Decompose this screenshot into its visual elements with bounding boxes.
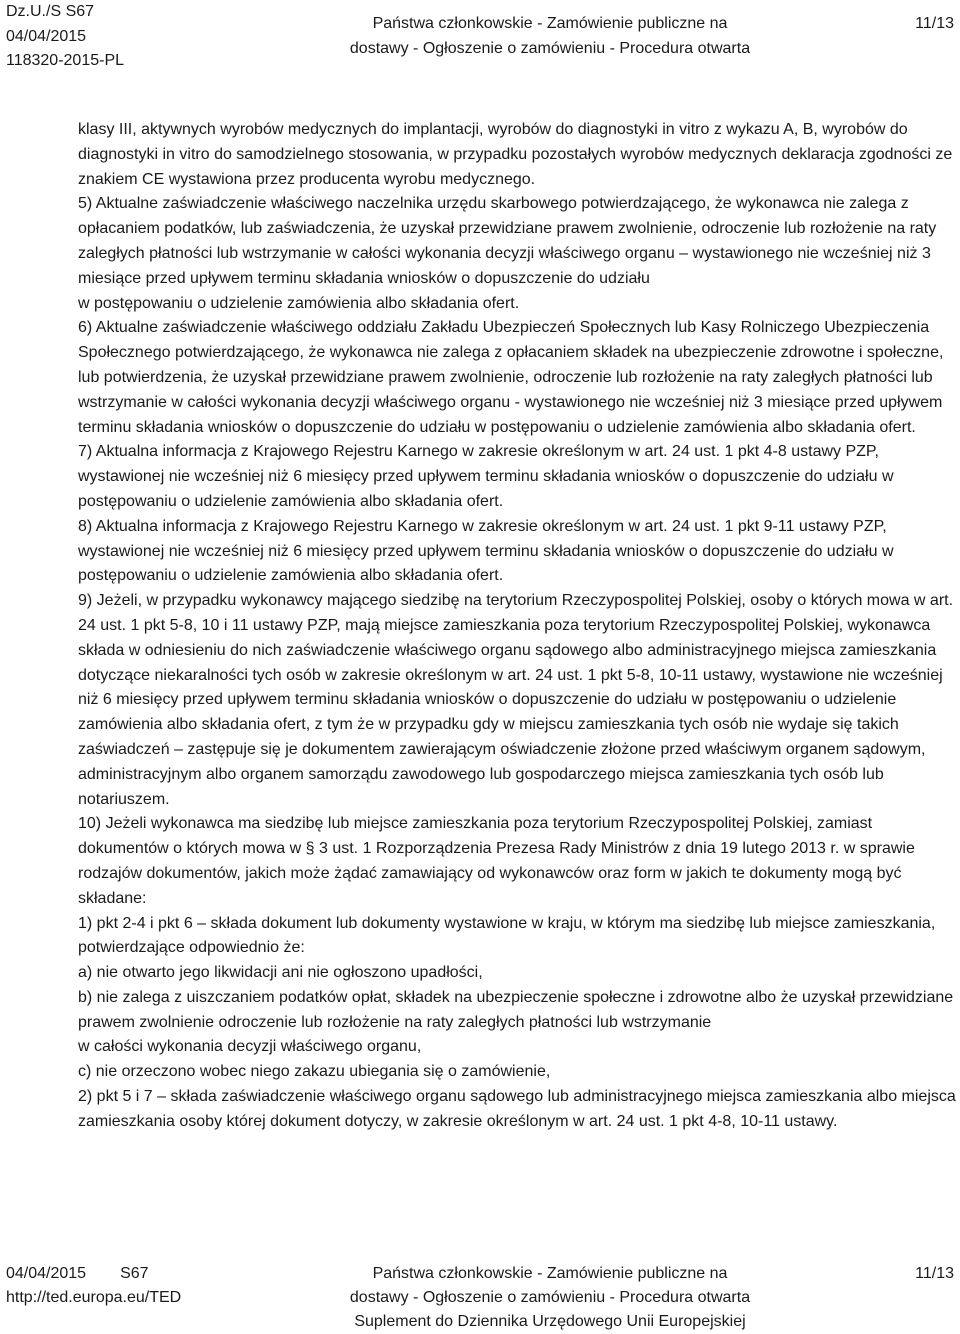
footer-title-line3: Suplement do Dziennika Urzędowego Unii Europejskiej: [354, 1313, 746, 1330]
paragraph: 2) pkt 5 i 7 – składa zaświadczenie właściwego organu sądowego lub administracyjnego miejsca zamieszkania albo miejsca zamieszkania osoby której dokument dotyczy, w zakresie określonym w art. 24 ust. 1 pkt 4-8, 10-11 ustawy.: [78, 1088, 956, 1130]
paragraph: 5) Aktualne zaświadczenie właściwego naczelnika urzędu skarbowego potwierdzającego, że wykonawca nie zalega z opłacaniem podatków, lub zaświadczenia, że uzyskał przewidziane prawem zwolnienie, odroczenie lub rozłożenie na raty zaległych płatności lub wstrzymanie w całości wykonania decyzji właściwego organu – wystawionego nie wcześniej niż 3 miesiące przed upływem terminu składania wniosków o dopuszczenie do udziału: [78, 195, 937, 287]
paragraph: 6) Aktualne zaświadczenie właściwego oddziału Zakładu Ubezpieczeń Społecznych lub Kasy Rolniczego Ubezpieczenia Społecznego potwierdzającego, że wykonawca nie zalega z opłacaniem składek na ubezpieczenie zdrowotne i społeczne, lub potwierdzenia, że uzyskał przewidziane prawem zwolnienie, odroczenie lub rozłożenie na raty zaległych płatności lub wstrzymanie w całości wykonania decyzji właściwego organu - wystawionego nie wcześniej niż 3 miesiące przed upływem terminu składania wniosków o dopuszczenie do udziału w postępowaniu o udzielenie zamówienia albo składania ofert.: [78, 319, 944, 436]
paragraph: 1) pkt 2-4 i pkt 6 – składa dokument lub dokumenty wystawione w kraju, w którym ma siedzibę lub miejsce zamieszkania, potwierdzające odpowiednio że:: [78, 914, 936, 957]
footer-date: 04/04/2015: [6, 1265, 87, 1282]
footer-page-number: 11/13: [915, 1265, 954, 1282]
header-title: [300, 12, 800, 61]
footer-series: S67: [120, 1265, 149, 1282]
header-right: [915, 12, 954, 37]
paragraph: 10) Jeżeli wykonawca ma siedzibę lub miejsce zamieszkania poza terytorium Rzeczypospolitej Polskiej, zamiast dokumentów o których mowa w § 3 ust. 1 Rozporządzenia Prezesa Rady Ministrów z dnia 19 lutego 2013 r. w sprawie rodzajów dokumentów, jakich może żądać zamawiający od wykonawców oraz form w jakich te dokumenty mogą być składane:: [78, 815, 915, 907]
paragraph: klasy III, aktywnych wyrobów medycznych do implantacji, wyrobów do diagnostyki in vitro z wykazu A, B, wyrobów do diagnostyki in vitro do samodzielnego stosowania, w przypadku pozostałych wyrobów medycznych deklaracja zgodności ze znakiem CE wystawiona przez producenta wyrobu medycznego.: [78, 121, 953, 188]
footer-date-line: [6, 1262, 181, 1286]
footer-title: [296, 1262, 804, 1334]
page-header: [0, 0, 960, 76]
footer-title-line2: dostawy - Ogłoszenie o zamówieniu - Procedura otwarta: [349, 1289, 751, 1306]
footer-url: http://ted.europa.eu/TED: [6, 1289, 182, 1306]
paragraph: w całości wykonania decyzji właściwego organu,: [78, 1038, 422, 1056]
journal-ref: Dz.U./S S67: [6, 3, 95, 20]
paragraph: 9) Jeżeli, w przypadku wykonawcy mającego siedzibę na terytorium Rzeczypospolitej Polskiej, osoby o których mowa w art. 24 ust. 1 pkt 5-8, 10 i 11 ustawy PZP, mają miejsce zamieszkania poza terytorium Rzeczypospolitej Polskiej, wykonawca składa w odniesieniu do nich zaświadczenie właściwego organu sądowego albo administracyjnego miejsca zamieszkania dotyczące niekaralności tych osób w zakresie określonym w art. 24 ust. 1 pkt 5-8, 10-11 ustawy, wystawione nie wcześniej niż 6 miesięcy przed upływem terminu składania wniosków o dopuszczenie do udziału w postępowaniu o udzielenie zamówienia albo składania ofert, z tym że w przypadku gdy w miejscu zamieszkania tych osób nie wydaje się takich zaświadczeń – zastępuje się je dokumentem zawierającym oświadczenie złożone przed właściwym organem sądowym, administracyjnym albo organem samorządu zawodowego lub gospodarczego miejsca zamieszkania tych osób lub notariuszem.: [78, 592, 954, 808]
document-body: [78, 118, 958, 1135]
paragraph: 7) Aktualna informacja z Krajowego Rejestru Karnego w zakresie określonym w art. 24 ust. 1 pkt 4-8 ustawy PZP, wystawionej nie wcześniej niż 6 miesięcy przed upływem terminu składania wniosków o dopuszczenie do udziału w postępowaniu o udzielenie zamówienia albo składania ofert.: [78, 443, 894, 510]
footer-title-line1: Państwa członkowskie - Zamówienie publiczne na: [372, 1265, 728, 1282]
paragraph: w postępowaniu o udzielenie zamówienia albo składania ofert.: [78, 294, 520, 312]
paragraph: c) nie orzeczono wobec niego zakazu ubiegania się o zamówienie,: [78, 1063, 551, 1081]
footer-left: [6, 1262, 181, 1310]
header-left: [6, 0, 124, 74]
header-title-line2: dostawy - Ogłoszenie o zamówieniu - Procedura otwarta: [349, 39, 751, 57]
header-date: 04/04/2015: [6, 27, 87, 45]
header-title-line1: Państwa członkowskie - Zamówienie publiczne na: [372, 15, 728, 32]
header-page-number: 11/13: [915, 15, 954, 32]
paragraph: 8) Aktualna informacja z Krajowego Rejestru Karnego w zakresie określonym w art. 24 ust. 1 pkt 9-11 ustawy PZP, wystawionej nie wcześniej niż 6 miesięcy przed upływem terminu składania wniosków o dopuszczenie do udziału w postępowaniu o udzielenie zamówienia albo składania ofert.: [78, 517, 894, 585]
paragraph: a) nie otwarto jego likwidacji ani nie ogłoszono upadłości,: [78, 964, 483, 982]
page-footer: [0, 1262, 960, 1334]
paragraph: b) nie zalega z uiszczaniem podatków opłat, składek na ubezpieczenie społeczne i zdrowotne albo że uzyskał przewidziane prawem zwolnienie odroczenie lub rozłożenie na raty zaległych płatności lub wstrzymanie: [78, 988, 954, 1031]
footer-right: [915, 1262, 954, 1286]
notice-ref: 118320-2015-PL: [6, 52, 125, 69]
